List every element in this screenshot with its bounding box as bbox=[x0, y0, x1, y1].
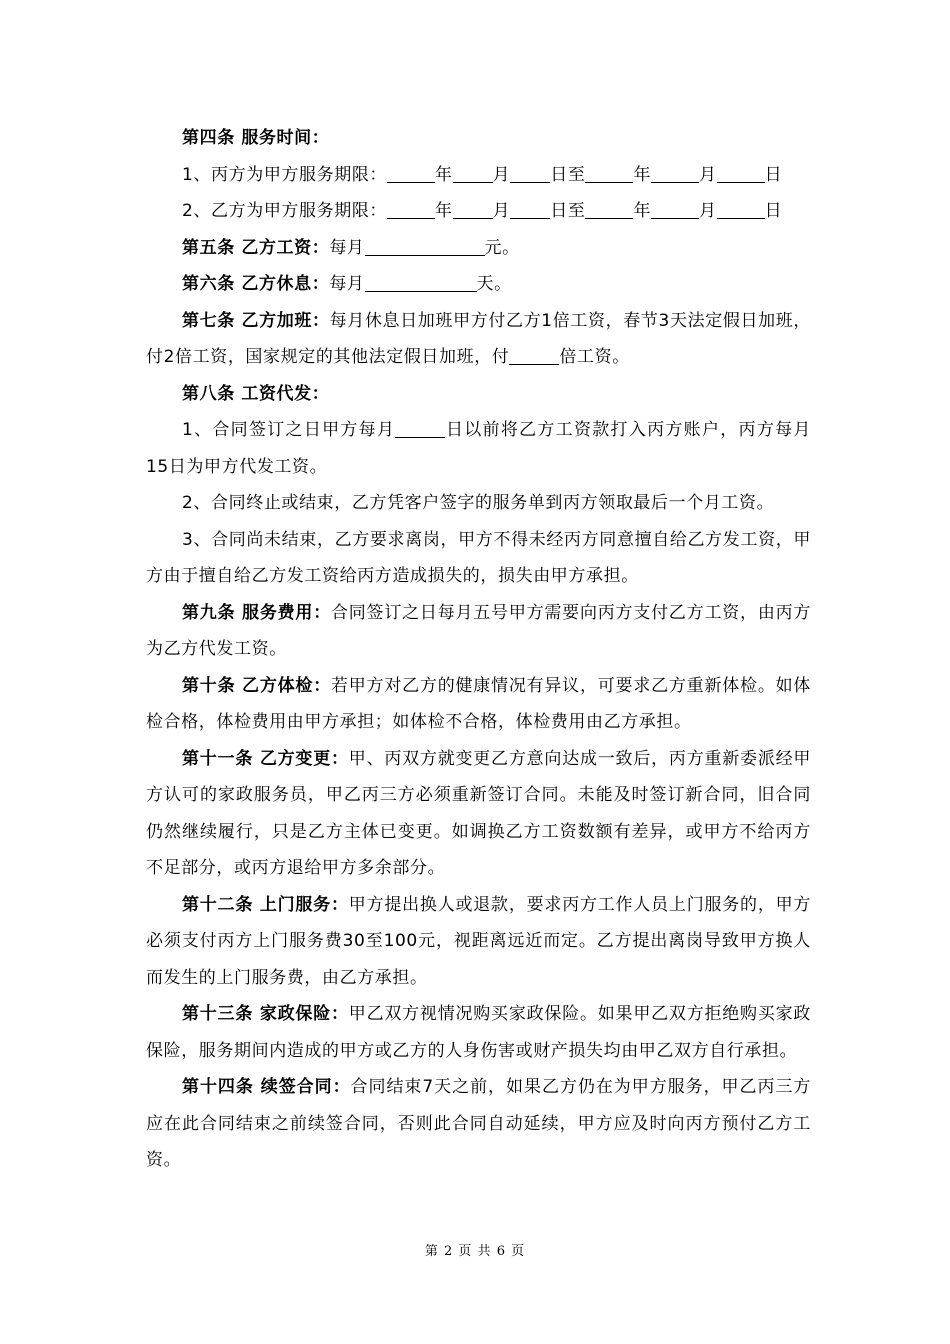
article-8-heading: 第八条 工资代发： bbox=[182, 383, 330, 404]
article-5: 第五条 乙方工资：每月 元。 bbox=[146, 230, 811, 267]
article-4-item-1: 1、丙方为甲方服务期限： 年 月 日至 年 月 日 bbox=[146, 157, 811, 194]
article-13: 第十三条 家政保险：甲乙双方视情况购买家政保险。如果甲乙双方拒绝购买家政保险，服务期间内造成的甲方或乙方的人身伤害或财产损失均由甲乙双方自行承担。 bbox=[146, 1004, 812, 1061]
article-14: 第十四条 续签合同：合同结束7天之前，如果乙方仍在为甲方服务，甲乙丙三方应在此合同结束之前续签合同，否则此合同自动延续，甲方应及时向丙方预付乙方工资。 bbox=[146, 1077, 812, 1170]
contract-body bbox=[146, 120, 811, 1179]
article-8-item-1: 1、合同签订之日甲方每月 日以前将乙方工资款打入丙方账户，丙方每月15日为甲方代发工资。 bbox=[146, 412, 811, 485]
article-9: 第九条 服务费用：合同签订之日每月五号甲方需要向丙方支付乙方工资，由丙方为乙方代发工资。 bbox=[146, 602, 811, 659]
article-4-item-2: 2、乙方为甲方服务期限： 年 月 日至 年 月 日 bbox=[146, 193, 811, 230]
article-10: 第十条 乙方体检：若甲方对乙方的健康情况有异议，可要求乙方重新体检。如体检合格，体检费用由甲方承担；如体检不合格，体检费用由乙方承担。 bbox=[146, 675, 811, 732]
article-7: 第七条 乙方加班：每月休息日加班甲方付乙方1倍工资，春节3天法定假日加班，付2倍工资，国家规定的其他法定假日加班，付 倍工资。 bbox=[146, 310, 811, 367]
article-8-item-3: 3、合同尚未结束，乙方要求离岗，甲方不得未经丙方同意擅自给乙方发工资，甲方由于擅自给乙方发工资给丙方造成损失的，损失由甲方承担。 bbox=[146, 529, 811, 586]
article-4-heading: 第四条 服务时间： bbox=[182, 128, 330, 148]
article-12: 第十二条 上门服务：甲方提出换人或退款，要求丙方工作人员上门服务的，甲方必须支付丙方上门服务费30至100元，视距离远近而定。乙方提出离岗导致甲方换人而发生的上门服务费，由乙方承担。 bbox=[146, 894, 812, 988]
article-6: 第六条 乙方休息：每月 天。 bbox=[146, 266, 811, 303]
article-11: 第十一条 乙方变更：甲、丙双方就变更乙方意向达成一致后，丙方重新委派经甲方认可的家政服务员，甲乙丙三方必须重新签订合同。未能及时签订新合同，旧合同仍然继续履行，只是乙方主体已变更。如调换乙方工资数额有差异，或甲方不给丙方不足部分，或丙方退给甲方多余部分。 bbox=[146, 748, 812, 878]
article-8-item-2: 2、合同终止或结束，乙方凭客户签字的服务单到丙方领取最后一个月工资。 bbox=[182, 493, 775, 513]
page-number-footer: 第 2 页 共 6 页 bbox=[424, 1244, 526, 1259]
